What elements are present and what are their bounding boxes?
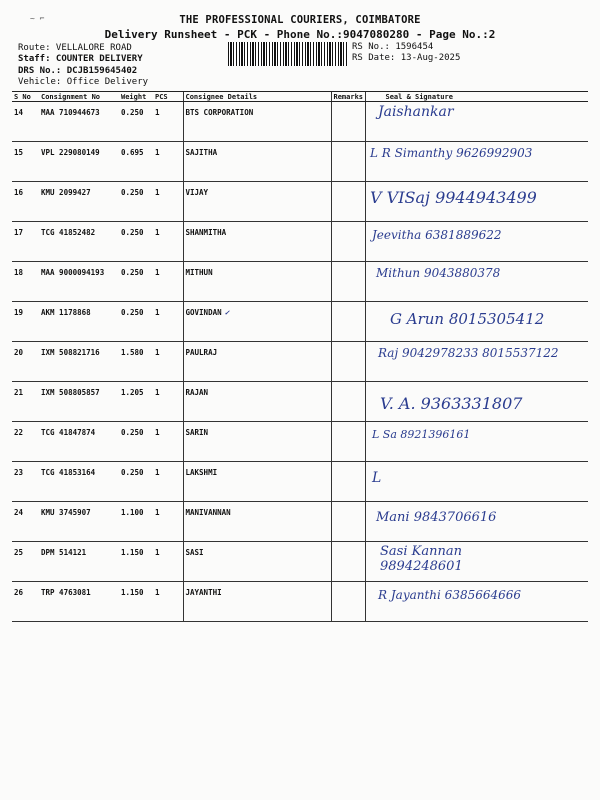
- row-consignment: VPL 229080149: [39, 142, 119, 182]
- row-remarks: [331, 262, 365, 302]
- col-sno: S No: [12, 92, 39, 102]
- row-sno: 16: [12, 182, 39, 222]
- row-consignee: PAULRAJ: [183, 342, 331, 382]
- row-pcs: 1: [153, 582, 183, 622]
- rs-info: [352, 42, 460, 64]
- row-remarks: [331, 382, 365, 422]
- row-consignee: [183, 302, 331, 342]
- handwritten-signature: Jeevitha 6381889622: [372, 228, 502, 242]
- row-consignee: BTS CORPORATION: [183, 102, 331, 142]
- handwritten-signature: R Jayanthi 6385664666: [378, 588, 522, 602]
- row-consignee: SARIN: [183, 422, 331, 462]
- handwritten-signature: Jaishankar: [378, 104, 454, 120]
- row-weight: 0.250: [119, 462, 153, 502]
- handwritten-signature: L R Simanthy 9626992903: [370, 146, 533, 160]
- table-row: [12, 422, 588, 462]
- row-remarks: [331, 182, 365, 222]
- vehicle-label: Vehicle: Office Delivery: [18, 77, 149, 87]
- row-sno: 17: [12, 222, 39, 262]
- row-pcs: 1: [153, 342, 183, 382]
- row-consignee: MANIVANNAN: [183, 502, 331, 542]
- table-header-row: [12, 92, 588, 102]
- row-consignee: MITHUN: [183, 262, 331, 302]
- row-consignment: KMU 2099427: [39, 182, 119, 222]
- table-row: [12, 102, 588, 142]
- handwritten-signature: Sasi Kannan 9894248601: [380, 544, 463, 574]
- row-weight: 0.250: [119, 302, 153, 342]
- staff-label: Staff: COUNTER DELIVERY: [18, 54, 143, 64]
- rs-date: RS Date: 13-Aug-2025: [352, 53, 461, 63]
- row-pcs: 1: [153, 462, 183, 502]
- row-consignment: MAA 710944673: [39, 102, 119, 142]
- row-remarks: [331, 342, 365, 382]
- header-logo-mark: ~ ⌐: [30, 14, 45, 23]
- row-sno: 19: [12, 302, 39, 342]
- col-weight: Weight: [119, 92, 153, 102]
- barcode: [228, 42, 348, 66]
- row-pcs: 1: [153, 382, 183, 422]
- row-sno: 24: [12, 502, 39, 542]
- handwritten-signature: L Sa 8921396161: [372, 428, 471, 441]
- row-sno: 15: [12, 142, 39, 182]
- row-pcs: 1: [153, 182, 183, 222]
- row-remarks: [331, 502, 365, 542]
- handwritten-signature: G Arun 8015305412: [390, 310, 545, 328]
- row-sno: 22: [12, 422, 39, 462]
- row-pcs: 1: [153, 222, 183, 262]
- route-label: Route: VELLALORE ROAD: [18, 43, 132, 53]
- row-consignee: RAJAN: [183, 382, 331, 422]
- row-weight: 1.205: [119, 382, 153, 422]
- row-weight: 0.695: [119, 142, 153, 182]
- row-sno: 23: [12, 462, 39, 502]
- col-consignment: Consignment No: [39, 92, 119, 102]
- row-consignee: SASI: [183, 542, 331, 582]
- row-consignment: TCG 41847874: [39, 422, 119, 462]
- row-sno: 20: [12, 342, 39, 382]
- row-consignment: TCG 41853164: [39, 462, 119, 502]
- row-consignment: TRP 4763081: [39, 582, 119, 622]
- row-pcs: 1: [153, 142, 183, 182]
- col-consignee: Consignee Details: [183, 92, 331, 102]
- runsheet-subtitle: Delivery Runsheet - PCK - Phone No.:9047080280 - Page No.:2: [104, 28, 496, 41]
- row-remarks: [331, 582, 365, 622]
- consignee-name: GOVINDAN: [185, 308, 222, 317]
- row-sno: 14: [12, 102, 39, 142]
- handwritten-signature: V. A. 9363331807: [380, 394, 523, 413]
- row-weight: 0.250: [119, 222, 153, 262]
- row-consignee: JAYANTHI: [183, 582, 331, 622]
- row-remarks: [331, 302, 365, 342]
- row-remarks: [331, 102, 365, 142]
- row-consignment: TCG 41852482: [39, 222, 119, 262]
- row-signature: [365, 462, 588, 502]
- row-weight: 0.250: [119, 102, 153, 142]
- row-consignee: VIJAY: [183, 182, 331, 222]
- row-remarks: [331, 542, 365, 582]
- company-title: THE PROFESSIONAL COURIERS, COIMBATORE: [179, 14, 421, 26]
- row-weight: 1.150: [119, 582, 153, 622]
- row-pcs: 1: [153, 542, 183, 582]
- row-consignment: KMU 3745907: [39, 502, 119, 542]
- row-sno: 18: [12, 262, 39, 302]
- handwritten-signature: V VISaj 9944943499: [370, 188, 537, 207]
- row-consignment: DPM 514121: [39, 542, 119, 582]
- handwritten-signature: Mithun 9043880378: [376, 266, 501, 280]
- row-pcs: 1: [153, 262, 183, 302]
- col-pcs: PCS: [153, 92, 183, 102]
- handwritten-signature: Mani 9843706616: [376, 510, 497, 525]
- drs-number: DRS No.: DCJB159645402: [18, 66, 138, 76]
- row-sno: 26: [12, 582, 39, 622]
- rs-number: RS No.: 1596454: [352, 42, 434, 52]
- row-pcs: 1: [153, 302, 183, 342]
- row-consignment: AKM 1178868: [39, 302, 119, 342]
- row-remarks: [331, 422, 365, 462]
- row-weight: 0.250: [119, 422, 153, 462]
- row-consignment: MAA 9000094193: [39, 262, 119, 302]
- row-consignee: SAJITHA: [183, 142, 331, 182]
- row-remarks: [331, 462, 365, 502]
- row-consignment: IXM 508805857: [39, 382, 119, 422]
- row-sno: 25: [12, 542, 39, 582]
- row-weight: 0.250: [119, 262, 153, 302]
- row-consignee: SHANMITHA: [183, 222, 331, 262]
- check-mark-icon: ✓: [224, 308, 230, 317]
- row-pcs: 1: [153, 422, 183, 462]
- row-remarks: [331, 142, 365, 182]
- row-pcs: 1: [153, 102, 183, 142]
- row-remarks: [331, 222, 365, 262]
- table-row: [12, 462, 588, 502]
- row-weight: 0.250: [119, 182, 153, 222]
- col-signature: Seal & Signature: [365, 92, 588, 102]
- row-weight: 1.580: [119, 342, 153, 382]
- row-consignee: LAKSHMI: [183, 462, 331, 502]
- row-sno: 21: [12, 382, 39, 422]
- col-remarks: Remarks: [331, 92, 365, 102]
- handwritten-signature: Raj 9042978233 8015537122: [378, 346, 559, 360]
- handwritten-signature: L: [372, 470, 382, 486]
- row-consignment: IXM 508821716: [39, 342, 119, 382]
- row-weight: 1.150: [119, 542, 153, 582]
- row-weight: 1.100: [119, 502, 153, 542]
- row-pcs: 1: [153, 502, 183, 542]
- table-row: [12, 502, 588, 542]
